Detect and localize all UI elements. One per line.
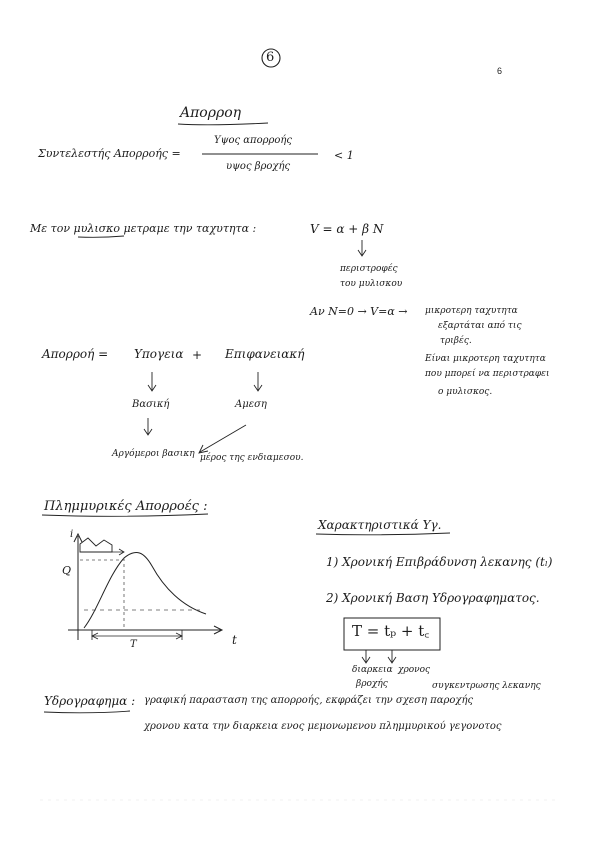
baseflow-note: Αργόμεροι βασικη [112,449,195,459]
base-time-formula: T = tₚ + t꜀ [352,622,430,640]
discharge-axis-label: Q [62,564,72,577]
flood-heading: Πλημμυρικές Απορροές : [44,499,208,514]
rain-duration-label: διαρκεια [352,665,393,675]
coefficient-relation: < 1 [334,149,354,162]
direct-term: Αμεση [235,399,267,410]
speed-formula: V = α + β N [310,222,384,236]
zero-case-note: ο μυλισκος. [438,387,493,397]
zero-case-line: Αν N=0 → V=α → [310,305,408,318]
hydrograph-definition: χρονου κατα την διαρκεια ενος μεμονωμενου πλημμυρικού γεγονοτος [144,721,502,732]
zero-case-note: εξαρτάται από τις [438,321,522,331]
mill-speed-sentence: Με τον μυλισκο μετραμε την ταχυτητα : [30,222,257,235]
zero-case-note: που μπορεί να περιστραφει [425,369,550,379]
surface-term: Επιφανειακή [225,347,305,361]
subsurface-term: Υπογεια [134,347,184,361]
axis-top-label: i [70,529,74,540]
rain-duration-label-2: βροχής [356,679,388,689]
coefficient-numerator: Υψος απορροής [214,135,292,146]
characteristics-heading: Χαρακτηριστικά Υγ. [318,518,442,532]
time-base-mark: T [130,639,137,650]
page-number: 6 [497,66,503,76]
revolutions-label-2: του μυλισκου [340,279,403,289]
circled-page-number: 6 [266,50,275,65]
concentration-time-label: χρονος [398,665,431,675]
zero-case-note: τριβές. [440,336,472,346]
section-title: Απορροη [180,105,242,121]
zero-case-note: μικροτερη ταχυτητα [425,306,518,316]
hydrograph-term: Υδρογραφημα : [44,694,136,708]
characteristic-item: 2) Χρονική Βαση Υδρογραφηματος. [326,591,540,605]
plus-sign: + [192,348,203,362]
direct-note: μέρος της ενδιαμεσου. [200,453,304,463]
zero-case-note: Είναι μικροτερη ταχυτητα [425,354,546,364]
time-axis-label: t [232,633,237,647]
runoff-coefficient-label: Συντελεστής Απορροής = [38,147,181,160]
runoff-split-lhs: Απορροή = [42,347,109,361]
concentration-time-label-2: συγκεντρωσης λεκανης [432,681,541,691]
coefficient-denominator: υψος βροχής [226,161,291,172]
baseflow-term: Βασική [132,399,170,410]
hydrograph-definition: γραφική παρασταση της απορροής, εκφράζει την σχεση παροχής [144,695,474,706]
characteristic-item: 1) Χρονική Επιβράδυνση λεκανης (tₗ) [326,555,553,569]
revolutions-label: περιστροφές [340,264,398,274]
